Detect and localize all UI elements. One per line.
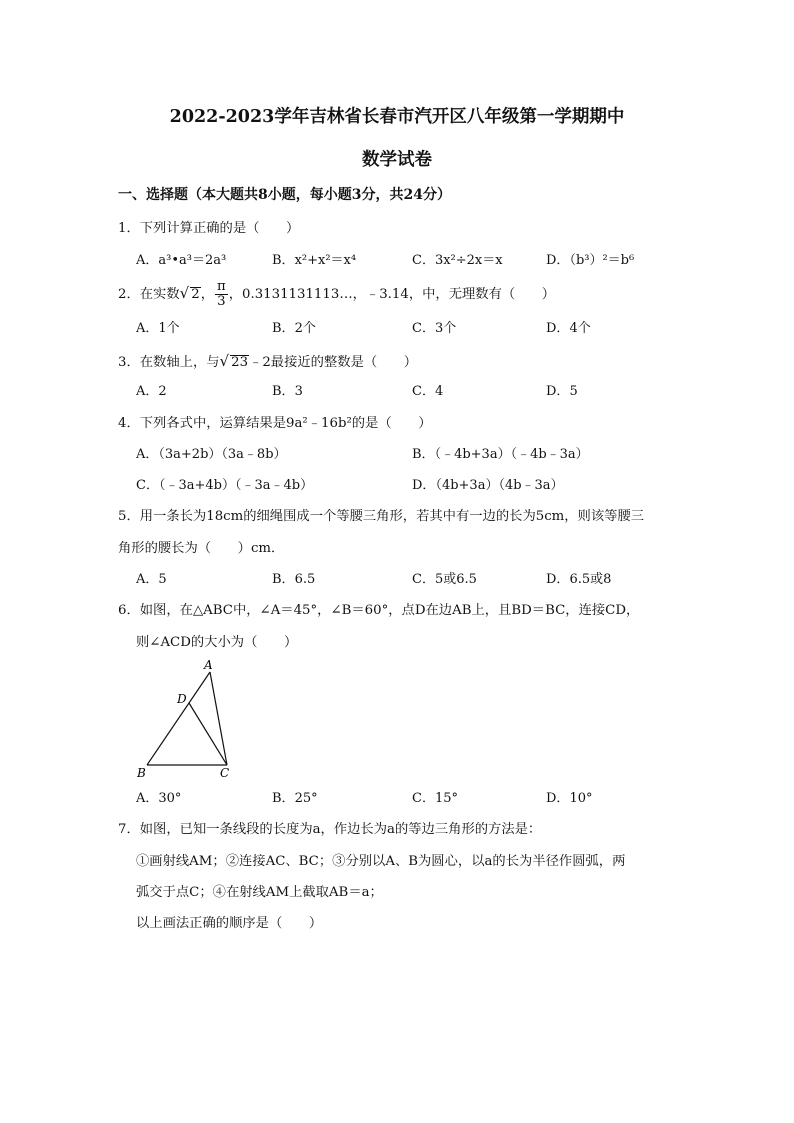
question-4-stem: 4．下列各式中，运算结果是9a²﹣16b²的是（ ） — [118, 416, 432, 431]
option-text: 2 — [158, 384, 167, 399]
question-5-option-c — [412, 573, 477, 586]
question-1-option-c — [412, 254, 503, 267]
exam-title-line1: 2022-2023学年吉林省长春市汽开区八年级第一学期期中 — [169, 107, 625, 127]
option-tag: B． — [272, 791, 295, 806]
vertex-label-a: A — [204, 658, 213, 672]
fraction-denominator: 3 — [217, 293, 226, 309]
question-6-option-b — [272, 792, 318, 805]
option-tag: B． — [272, 572, 295, 587]
vertex-label-d: D — [177, 692, 187, 706]
question-6-line-1: 6．如图，在△ABC中，∠A＝45°，∠B＝60°，点D在边AB上，且BD＝BC，连接CD， — [118, 603, 640, 618]
question-7-line-4: 以上画法正确的顺序是（ ） — [136, 916, 323, 931]
option-text: 10° — [569, 791, 593, 806]
section-heading: 一、选择题（本大题共8小题，每小题3分，共24分） — [118, 187, 451, 203]
option-text: （4b+3a）（4b﹣3a） — [435, 478, 564, 493]
option-tag: C． — [412, 791, 435, 806]
option-tag: C． — [412, 572, 435, 587]
triangle-figure — [130, 652, 250, 784]
question-4-option-b — [412, 448, 589, 461]
option-tag: A． — [136, 447, 159, 462]
q3-rest: ﹣2最接近的整数是（ ） — [249, 355, 418, 370]
option-tag: B． — [272, 384, 295, 399]
option-tag: D． — [546, 572, 570, 587]
question-6-line-2: 则∠ACD的大小为（ ） — [136, 635, 298, 650]
option-tag: D． — [546, 321, 570, 336]
option-tag: B． — [412, 447, 435, 462]
q2-rest: ，0.3131131113…，﹣3.14，中，无理数有（ ） — [228, 286, 556, 302]
option-tag: A． — [136, 321, 159, 336]
option-text: 1个 — [158, 321, 180, 336]
option-text: 6.5 — [294, 572, 316, 587]
question-5-option-d — [546, 573, 611, 586]
question-6-option-a — [136, 792, 181, 805]
question-3-option-d — [546, 385, 578, 398]
option-text: 4个 — [569, 321, 591, 336]
option-tag: C． — [136, 478, 159, 493]
question-1-stem: 1．下列计算正确的是（ ） — [118, 221, 300, 236]
question-3-option-c — [412, 385, 443, 398]
option-text: 30° — [158, 791, 182, 806]
question-4-option-a — [136, 448, 287, 461]
option-tag: C． — [412, 384, 435, 399]
question-5-line-1: 5．用一条长为18cm的细绳围成一个等腰三角形，若其中有一边的长为5cm，则该等腰三 — [118, 509, 645, 524]
option-tag: D． — [546, 791, 570, 806]
question-1-option-b — [272, 254, 356, 267]
question-4-option-c — [136, 479, 313, 492]
question-7-line-1: 7．如图，已知一条线段的长度为a，作边长为a的等边三角形的方法是： — [118, 822, 542, 837]
question-3-option-b — [272, 385, 303, 398]
option-text: 15° — [434, 791, 458, 806]
question-3-option-a — [136, 385, 167, 398]
option-text: a³•a³＝2a³ — [158, 253, 227, 268]
vertex-label-b: B — [137, 766, 146, 780]
q3-sqrt-value: 23 — [231, 355, 249, 370]
option-text: 5 — [569, 384, 578, 399]
option-tag: B． — [272, 253, 295, 268]
q2-prefix: 2．在实数 — [118, 286, 180, 302]
option-text: 2个 — [294, 321, 316, 336]
vertex-label-c: C — [220, 766, 230, 780]
option-text: （﹣4b+3a）（﹣4b﹣3a） — [434, 447, 589, 462]
exam-title-line2: 数学试卷 — [362, 150, 432, 170]
option-text: 4 — [434, 384, 444, 399]
option-tag: A． — [136, 572, 159, 587]
question-7-line-3: 弧交于点C；④在射线AM上截取AB＝a； — [136, 885, 383, 900]
q2-sqrt-value: 2 — [191, 286, 200, 302]
question-2-option-a — [136, 322, 180, 335]
question-2-stem: 2．在实数√ 2， $\frac{\pi}{3}$ ，0.3131131113…，﹣3.14，中，无理数有（ ） — [118, 279, 556, 309]
option-tag: C． — [412, 321, 435, 336]
fraction-numerator: π — [216, 279, 226, 294]
option-tag: D． — [546, 253, 570, 268]
option-text: 25° — [294, 791, 318, 806]
option-text: 3x²÷2x＝x — [434, 253, 503, 268]
question-6-option-d — [546, 792, 592, 805]
question-5-line-2: 角形的腰长为（ ）cm． — [118, 541, 285, 556]
option-text: 6.5或8 — [569, 572, 612, 587]
question-2-option-c — [412, 322, 456, 335]
segment-ab — [147, 672, 210, 765]
option-text: 5 — [158, 572, 167, 587]
option-text: （b³）²＝b⁶ — [569, 253, 635, 268]
option-text: 5或6.5 — [434, 572, 477, 587]
option-text: 3 — [294, 384, 303, 399]
question-6-option-c — [412, 792, 458, 805]
option-tag: B． — [272, 321, 295, 336]
question-1-option-d — [546, 254, 634, 267]
question-5-option-a — [136, 573, 167, 586]
question-5-option-b — [272, 573, 315, 586]
question-7-line-2: ①画射线AM；②连接AC、BC；③分别以A、B为圆心，以a的长为半径作圆弧，两 — [136, 854, 626, 869]
question-4-option-d — [412, 479, 564, 492]
option-tag: A． — [136, 253, 159, 268]
option-text: 3个 — [434, 321, 457, 336]
q3-prefix: 3．在数轴上，与 — [118, 355, 220, 370]
question-1-option-a — [136, 254, 226, 267]
option-tag: A． — [136, 791, 159, 806]
option-tag: A． — [136, 384, 159, 399]
pi-over-3-fraction — [215, 280, 228, 309]
option-text: （﹣3a+4b）（﹣3a﹣4b） — [158, 478, 314, 493]
option-text: （3a+2b）（3a﹣8b） — [158, 447, 287, 462]
question-2-option-b — [272, 322, 316, 335]
question-3-stem: 3．在数轴上，与√ 23﹣2最接近的整数是（ ） — [118, 352, 418, 370]
option-tag: D． — [546, 384, 570, 399]
option-tag: C． — [412, 253, 435, 268]
question-2-option-d — [546, 322, 591, 335]
option-tag: D． — [412, 478, 436, 493]
option-text: x²+x²＝x⁴ — [294, 253, 357, 268]
